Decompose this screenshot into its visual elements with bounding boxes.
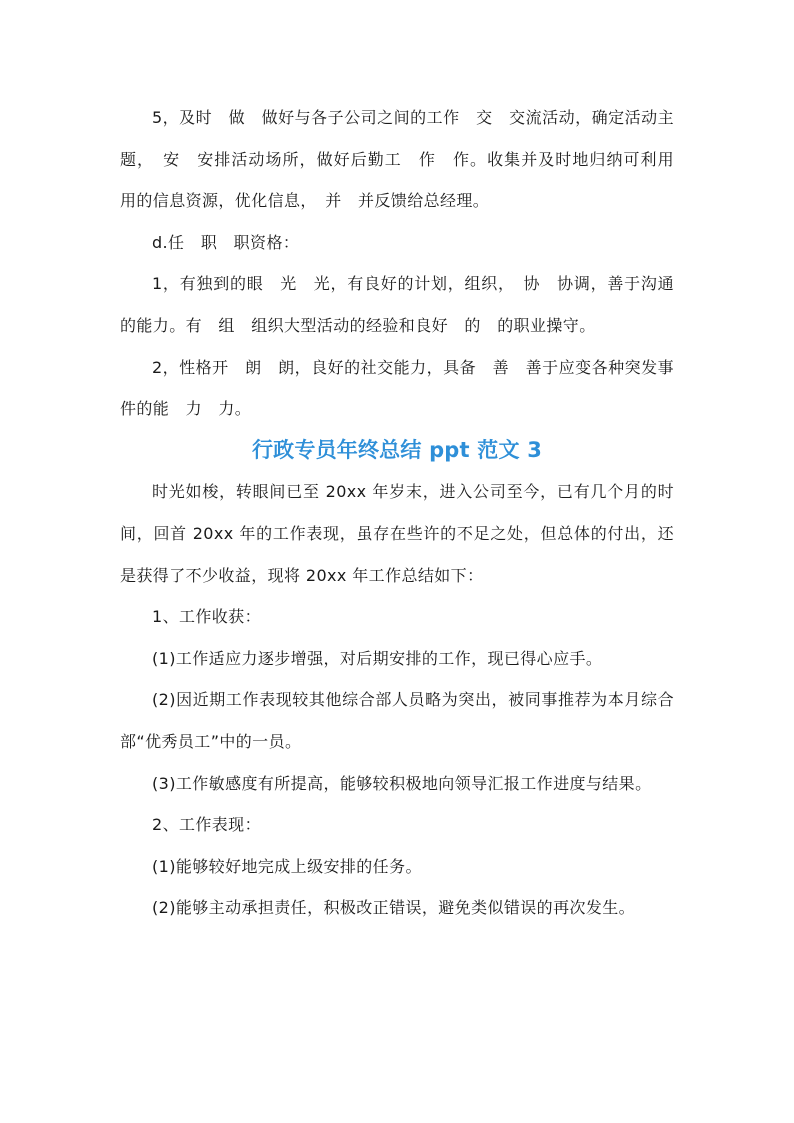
paragraph-gain-3: (3)工作敏感度有所提高，能够较积极地向领导汇报工作进度与结果。 (152, 773, 652, 793)
paragraph-performance-title: 2、工作表现： (152, 815, 261, 835)
paragraph-gain-2: (2)因近期工作表现较其他综合部人员略为突出，被同事推荐为本月综合部“优秀员工”中的一员。 (120, 690, 674, 751)
paragraph-duty-5: 5，及时 做 做好与各子公司之间的工作 交 交流活动，确定活动主题， 安 安排活动场所，做好后勤工 作 作。收集并及时地归纳可利用 用的信息资源，优化信息， 并 并反馈给总经理。 (120, 108, 691, 211)
paragraph-qualification-1: 1，有独到的眼 光 光，有良好的计划，组织， 协 协调，善于沟通的能力。有 组 组织大型活动的经验和良好 的 的职业操守。 (120, 274, 674, 335)
document-body (120, 97, 691, 929)
paragraph-intro: 时光如梭，转眼间已至 20xx 年岁末，进入公司至今，已有几个月的时间，回首 20xx 年的工作表现，虽存在些许的不足之处，但总体的付出，还是获得了不少收益，现将 20xx 年工作总结如下： (120, 482, 674, 585)
paragraph-qualification-2: 2，性格开 朗 朗，良好的社交能力，具备 善 善于应变各种突发事件的能 力 力。 (120, 357, 674, 419)
paragraph-gains-title: 1、工作收获： (152, 607, 261, 627)
paragraph-gain-1: (1)工作适应力逐步增强，对后期安排的工作，现已得心应手。 (152, 648, 603, 668)
paragraph-performance-1: (1)能够较好地完成上级安排的任务。 (152, 856, 422, 876)
paragraph-qualifications-title: d.任 职 职资格： (152, 232, 300, 252)
paragraph-performance-2: (2)能够主动承担责任，积极改正错误，避免类似错误的再次发生。 (152, 898, 636, 918)
section-heading: 行政专员年终总结 ppt 范文 3 (251, 437, 543, 462)
